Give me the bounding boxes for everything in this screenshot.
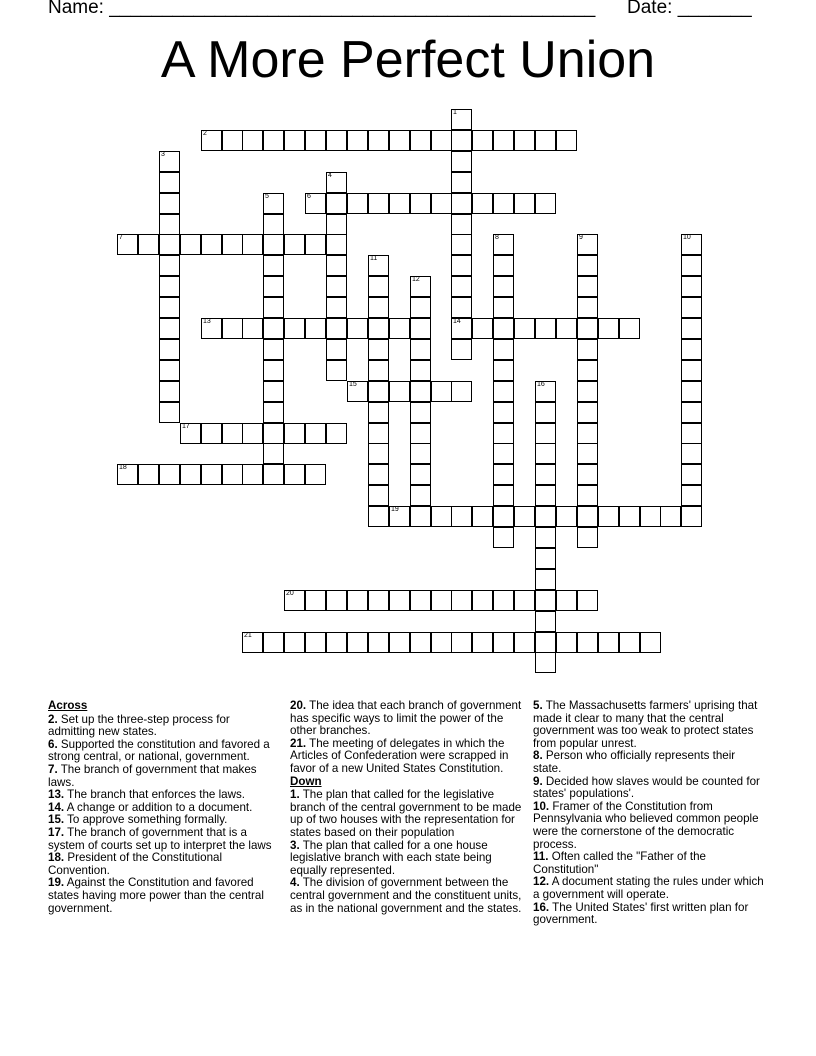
grid-cell[interactable] [201,130,222,151]
grid-cell[interactable] [368,360,389,381]
grid-cell[interactable] [681,360,702,381]
grid-cell[interactable] [535,423,556,444]
clue-across-20: 20. The idea that each branch of government has specific ways to limit the power of the other branches. [290,699,522,738]
grid-cell[interactable] [326,214,347,235]
clue-down-11: 11. Often called the "Father of the Constitution" [533,850,706,876]
clue-number: 6 [307,193,311,200]
grid-cell[interactable] [535,130,556,151]
grid-cell[interactable] [535,443,556,464]
grid-cell[interactable] [493,527,514,548]
grid-cell[interactable] [451,297,472,318]
clues-column-2 [290,700,526,915]
grid-cell[interactable] [284,234,305,255]
grid-cell[interactable] [222,234,243,255]
grid-cell[interactable] [347,632,368,653]
grid-cell[interactable] [410,297,431,318]
grid-cell[interactable] [389,381,410,402]
grid-cell[interactable] [598,506,619,527]
clue-down-16: 16. The United States' first written plan for government. [533,900,749,927]
grid-cell[interactable] [431,506,452,527]
grid-cell[interactable] [577,318,598,339]
grid-cell[interactable] [493,590,514,611]
clue-number: 20 [286,590,294,597]
clue-number: 16 [537,381,545,388]
grid-cell[interactable] [138,464,159,485]
grid-cell[interactable] [326,193,347,214]
grid-cell[interactable] [410,318,431,339]
grid-cell[interactable] [368,423,389,444]
grid-cell[interactable] [138,234,159,255]
grid-cell[interactable] [326,632,347,653]
grid-cell[interactable] [577,527,598,548]
grid-cell[interactable] [514,193,535,214]
grid-cell[interactable] [493,297,514,318]
grid-cell[interactable] [347,590,368,611]
grid-cell[interactable] [493,339,514,360]
grid-cell[interactable] [347,318,368,339]
clue-across-14: 14. A change or addition to a document. [48,800,253,814]
clue-number: 14 [453,318,461,325]
grid-cell[interactable] [368,506,389,527]
grid-cell[interactable] [263,464,284,485]
grid-cell[interactable] [451,632,472,653]
grid-cell[interactable] [577,339,598,360]
grid-cell[interactable] [368,318,389,339]
grid-cell[interactable] [577,255,598,276]
grid-cell[interactable] [242,234,263,255]
grid-cell[interactable] [493,276,514,297]
grid-cell[interactable] [263,234,284,255]
grid-cell[interactable] [284,318,305,339]
grid-cell[interactable] [451,214,472,235]
grid-cell[interactable] [242,130,263,151]
grid-cell[interactable] [326,423,347,444]
grid-cell[interactable] [681,255,702,276]
grid-cell[interactable] [535,318,556,339]
clue-number: 7 [119,234,123,241]
grid-cell[interactable] [347,130,368,151]
grid-cell[interactable] [472,130,493,151]
grid-cell[interactable] [326,234,347,255]
clue-number: 9 [579,234,583,241]
clue-number: 21 [244,632,252,639]
grid-cell[interactable] [556,506,577,527]
grid-cell[interactable] [410,423,431,444]
grid-cell[interactable] [535,548,556,569]
grid-cell[interactable] [159,172,180,193]
grid-cell[interactable] [493,443,514,464]
grid-cell[interactable] [681,318,702,339]
grid-cell[interactable] [159,402,180,423]
grid-cell[interactable] [493,193,514,214]
grid-cell[interactable] [410,590,431,611]
grid-cell[interactable] [451,109,472,130]
grid-cell[interactable] [681,381,702,402]
grid-cell[interactable] [410,506,431,527]
clue-across-19: 19. Against the Constitution and favored states having more power than the central government. [48,876,264,915]
grid-cell[interactable] [159,193,180,214]
grid-cell[interactable] [117,234,138,255]
grid-cell[interactable] [263,360,284,381]
grid-cell[interactable] [681,443,702,464]
grid-cell[interactable] [222,318,243,339]
grid-cell[interactable] [535,464,556,485]
clues-column-3 [533,700,765,927]
grid-cell[interactable] [535,527,556,548]
grid-cell[interactable] [535,402,556,423]
grid-cell[interactable] [347,381,368,402]
grid-cell[interactable] [159,318,180,339]
grid-cell[interactable] [493,423,514,444]
grid-cell[interactable] [368,443,389,464]
grid-cell[interactable] [305,130,326,151]
grid-cell[interactable] [535,652,556,673]
across-heading: Across [48,699,88,712]
grid-cell[interactable] [263,276,284,297]
grid-cell[interactable] [305,423,326,444]
clues-column-1 [48,700,278,915]
grid-cell[interactable] [180,234,201,255]
grid-cell[interactable] [242,632,263,653]
grid-cell[interactable] [410,193,431,214]
grid-cell[interactable] [201,423,222,444]
grid-cell[interactable] [242,318,263,339]
grid-cell[interactable] [681,423,702,444]
grid-cell[interactable] [410,632,431,653]
clue-down-1: 1. The plan that called for the legislative branch of the central government to be made up of two houses with the representation for states based on their population [290,788,522,839]
grid-cell[interactable] [305,632,326,653]
grid-cell[interactable] [180,423,201,444]
grid-cell[interactable] [431,130,452,151]
grid-cell[interactable] [577,234,598,255]
grid-cell[interactable] [410,276,431,297]
grid-cell[interactable] [159,234,180,255]
grid-cell[interactable] [451,255,472,276]
grid-cell[interactable] [410,485,431,506]
grid-cell[interactable] [535,381,556,402]
grid-cell[interactable] [305,318,326,339]
grid-cell[interactable] [389,632,410,653]
grid-cell[interactable] [180,464,201,485]
grid-cell[interactable] [242,423,263,444]
grid-cell[interactable] [493,381,514,402]
date-field-label: Date: _______ [627,0,752,18]
clue-number: 10 [683,234,691,241]
grid-cell[interactable] [410,443,431,464]
grid-cell[interactable] [493,506,514,527]
grid-cell[interactable] [577,381,598,402]
grid-cell[interactable] [451,381,472,402]
grid-cell[interactable] [305,464,326,485]
grid-cell[interactable] [305,193,326,214]
clue-across-15: 15. To approve something formally. [48,813,228,827]
grid-cell[interactable] [159,255,180,276]
clue-number: 11 [370,255,378,262]
grid-cell[interactable] [577,632,598,653]
grid-cell[interactable] [368,402,389,423]
grid-cell[interactable] [472,506,493,527]
grid-cell[interactable] [159,339,180,360]
grid-cell[interactable] [222,423,243,444]
grid-cell[interactable] [451,130,472,151]
grid-cell[interactable] [389,506,410,527]
grid-cell[interactable] [263,214,284,235]
grid-cell[interactable] [514,130,535,151]
grid-cell[interactable] [556,632,577,653]
grid-cell[interactable] [159,464,180,485]
grid-cell[interactable] [410,360,431,381]
grid-cell[interactable] [681,402,702,423]
grid-cell[interactable] [577,464,598,485]
grid-cell[interactable] [451,234,472,255]
grid-cell[interactable] [159,276,180,297]
clue-down-10: 10. Framer of the Constitution from Pennsylvania who believed common people were the cornerstone of the democratic process. [533,799,759,851]
grid-cell[interactable] [598,632,619,653]
grid-cell[interactable] [263,255,284,276]
grid-cell[interactable] [493,485,514,506]
down-heading: Down [290,774,322,788]
grid-cell[interactable] [389,193,410,214]
grid-cell[interactable] [410,402,431,423]
grid-cell[interactable] [410,339,431,360]
grid-cell[interactable] [535,611,556,632]
grid-cell[interactable] [368,632,389,653]
grid-cell[interactable] [263,423,284,444]
grid-cell[interactable] [326,339,347,360]
grid-cell[interactable] [681,485,702,506]
grid-cell[interactable] [222,130,243,151]
grid-cell[interactable] [535,485,556,506]
grid-cell[interactable] [451,193,472,214]
grid-cell[interactable] [535,590,556,611]
grid-cell[interactable] [535,506,556,527]
clue-across-6: 6. Supported the constitution and favored a strong central, or national, government. [48,737,270,764]
grid-cell[interactable] [305,590,326,611]
grid-cell[interactable] [493,318,514,339]
grid-cell[interactable] [431,632,452,653]
grid-cell[interactable] [263,297,284,318]
grid-cell[interactable] [368,130,389,151]
grid-cell[interactable] [451,339,472,360]
page-title: A More Perfect Union [160,31,656,89]
grid-cell[interactable] [201,464,222,485]
clue-down-9: 9. Decided how slaves would be counted for states' populations'. [533,774,760,801]
grid-cell[interactable] [284,423,305,444]
clue-down-4: 4. The division of government between the central government and the constituent units, as in the national government and the states. [290,876,522,915]
clue-down-8: 8. Person who officially represents their state. [533,749,736,775]
grid-cell[interactable] [284,130,305,151]
grid-cell[interactable] [326,255,347,276]
grid-cell[interactable] [368,464,389,485]
clue-number: 13 [203,318,211,325]
clue-across-21: 21. The meeting of delegates in which the Articles of Confederation were scrapped in favor of a new United States Constitution. [290,736,509,775]
grid-cell[interactable] [451,151,472,172]
grid-cell[interactable] [619,506,640,527]
grid-cell[interactable] [640,632,661,653]
grid-cell[interactable] [681,339,702,360]
grid-cell[interactable] [619,632,640,653]
grid-cell[interactable] [263,130,284,151]
grid-cell[interactable] [577,423,598,444]
clue-down-12: 12. A document stating the rules under which a government will operate. [533,875,764,901]
grid-cell[interactable] [263,443,284,464]
grid-cell[interactable] [493,402,514,423]
grid-cell[interactable] [514,506,535,527]
grid-cell[interactable] [368,339,389,360]
grid-cell[interactable] [284,632,305,653]
grid-cell[interactable] [660,506,681,527]
grid-cell[interactable] [326,297,347,318]
grid-cell[interactable] [201,234,222,255]
grid-cell[interactable] [556,130,577,151]
grid-cell[interactable] [263,339,284,360]
grid-cell[interactable] [263,318,284,339]
clue-across-7: 7. The branch of government that makes laws. [48,762,257,789]
grid-cell[interactable] [514,632,535,653]
grid-cell[interactable] [242,464,263,485]
grid-cell[interactable] [493,360,514,381]
clue-down-5: 5. The Massachusetts farmers' uprising that made it clear to many that the central government was too weak to protect states from popular unrest. [533,699,758,750]
grid-cell[interactable] [640,506,661,527]
clue-number: 3 [161,151,165,158]
grid-cell[interactable] [284,464,305,485]
grid-cell[interactable] [326,130,347,151]
grid-cell[interactable] [410,381,431,402]
grid-cell[interactable] [159,381,180,402]
clue-number: 17 [182,423,190,430]
grid-cell[interactable] [493,234,514,255]
grid-cell[interactable] [431,590,452,611]
clue-across-13: 13. The branch that enforces the laws. [48,788,246,802]
clue-number: 12 [412,276,420,283]
grid-cell[interactable] [326,172,347,193]
grid-cell[interactable] [451,590,472,611]
grid-cell[interactable] [681,297,702,318]
clue-number: 5 [265,193,269,200]
grid-cell[interactable] [431,381,452,402]
clue-number: 15 [349,381,357,388]
grid-cell[interactable] [577,276,598,297]
grid-cell[interactable] [410,130,431,151]
clue-number: 2 [203,130,207,137]
grid-cell[interactable] [577,485,598,506]
grid-cell[interactable] [451,172,472,193]
grid-cell[interactable] [514,590,535,611]
grid-cell[interactable] [159,297,180,318]
grid-cell[interactable] [117,464,138,485]
grid-cell[interactable] [577,297,598,318]
grid-cell[interactable] [451,276,472,297]
grid-cell[interactable] [368,193,389,214]
grid-cell[interactable] [222,464,243,485]
clue-number: 19 [391,506,399,513]
grid-cell[interactable] [389,318,410,339]
clue-number: 1 [453,109,457,116]
clue-down-3: 3. The plan that called for a one house legislative branch with each state being equally represented. [290,838,492,877]
grid-cell[interactable] [681,234,702,255]
grid-cell[interactable] [368,276,389,297]
grid-cell[interactable] [577,402,598,423]
grid-cell[interactable] [201,318,222,339]
grid-cell[interactable] [577,506,598,527]
grid-cell[interactable] [681,464,702,485]
grid-cell[interactable] [368,485,389,506]
grid-cell[interactable] [347,193,368,214]
grid-cell[interactable] [368,381,389,402]
grid-cell[interactable] [451,318,472,339]
grid-cell[interactable] [535,632,556,653]
grid-cell[interactable] [284,590,305,611]
grid-cell[interactable] [368,297,389,318]
grid-cell[interactable] [326,360,347,381]
grid-cell[interactable] [389,590,410,611]
grid-cell[interactable] [159,214,180,235]
grid-cell[interactable] [493,632,514,653]
grid-cell[interactable] [263,632,284,653]
grid-cell[interactable] [556,590,577,611]
name-field-label: Name: ______________________________________________ [48,0,596,18]
grid-cell[interactable] [493,130,514,151]
grid-cell[interactable] [263,381,284,402]
grid-cell[interactable] [681,506,702,527]
clue-across-18: 18. President of the Constitutional Convention. [48,851,223,877]
grid-cell[interactable] [159,360,180,381]
clue-across-17: 17. The branch of government that is a system of courts set up to interpret the laws [48,825,272,852]
grid-cell[interactable] [159,151,180,172]
grid-cell[interactable] [326,276,347,297]
grid-cell[interactable] [451,506,472,527]
grid-cell[interactable] [556,318,577,339]
grid-cell[interactable] [577,443,598,464]
grid-cell[interactable] [681,276,702,297]
grid-cell[interactable] [263,402,284,423]
grid-cell[interactable] [263,193,284,214]
grid-cell[interactable] [472,318,493,339]
grid-cell[interactable] [598,318,619,339]
grid-cell[interactable] [619,318,640,339]
clue-across-2: 2. Set up the three-step process for admitting new states. [48,712,230,739]
grid-cell[interactable] [535,569,556,590]
grid-cell[interactable] [368,255,389,276]
grid-cell[interactable] [368,590,389,611]
grid-cell[interactable] [493,464,514,485]
grid-cell[interactable] [431,193,452,214]
clue-number: 4 [328,172,332,179]
clue-number: 18 [119,464,127,471]
grid-cell[interactable] [305,234,326,255]
grid-cell[interactable] [326,318,347,339]
grid-cell[interactable] [472,193,493,214]
clue-number: 8 [495,234,499,241]
grid-cell[interactable] [472,632,493,653]
grid-cell[interactable] [326,590,347,611]
grid-cell[interactable] [472,590,493,611]
grid-cell[interactable] [577,360,598,381]
grid-cell[interactable] [577,590,598,611]
grid-cell[interactable] [535,193,556,214]
grid-cell[interactable] [389,130,410,151]
grid-cell[interactable] [514,318,535,339]
grid-cell[interactable] [410,464,431,485]
grid-cell[interactable] [493,255,514,276]
